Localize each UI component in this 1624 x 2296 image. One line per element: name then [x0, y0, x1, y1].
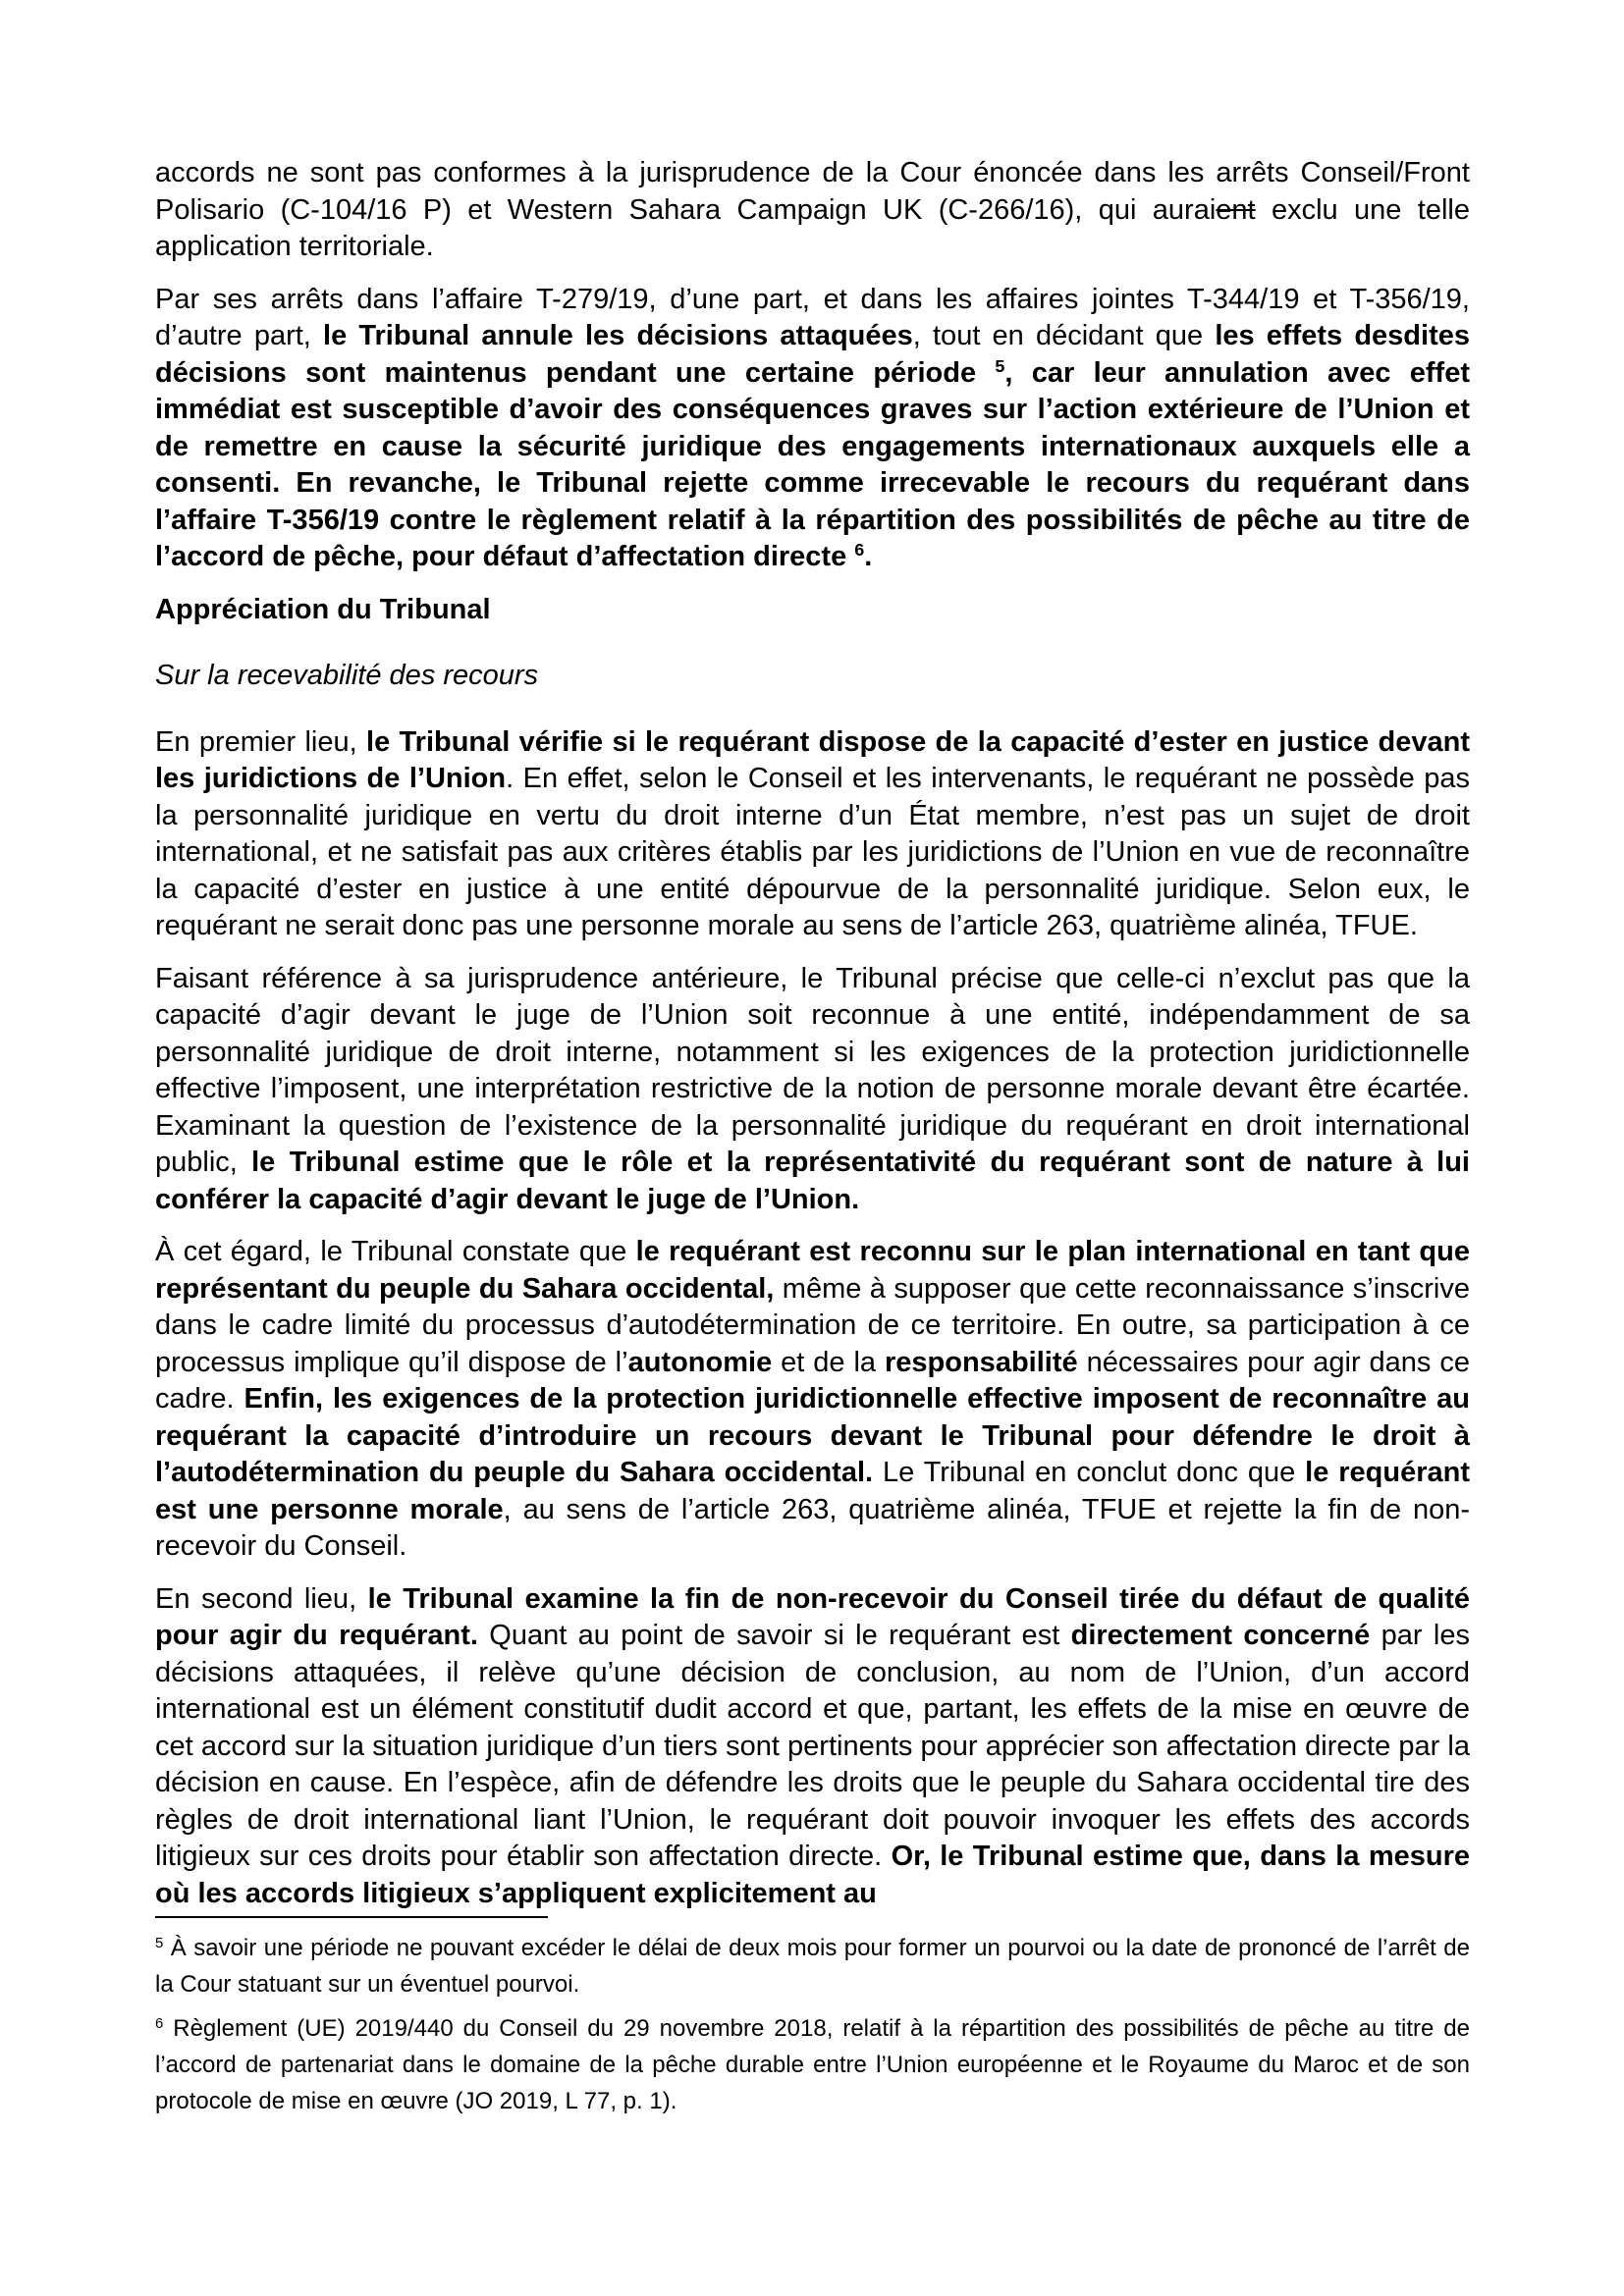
bold-run: . [864, 541, 873, 572]
bold-run: le Tribunal vérifie si le requérant dispose de la capacité d’ester en justice devant les juridictions de l’Union [155, 725, 1470, 794]
paragraph-jurisprudence-anterieure [155, 961, 1470, 1219]
bold-run: le Tribunal estime que le rôle et la représentativité du requérant sont de nature à lui conférer la capacité d’agir devant le juge de l’Union. [155, 1147, 1470, 1215]
text-run: En second lieu, [155, 1582, 368, 1615]
bold-run: le Tribunal annule les décisions attaquées [323, 320, 913, 351]
footnote-text: À savoir une période ne pouvant excéder le délai de deux mois pour former un pourvoi ou la date de prononcé de l’arrêt de la Cour statuant sur un éventuel pourvoi. [155, 1935, 1470, 1998]
struck-text: ent [1216, 193, 1256, 226]
text-run: même à supposer que cette reconnaissance s’inscrive dans le cadre limité du processus d’autodétermination de ce territoire. En outre, sa participation à ce processus implique qu’il dispose de l’ [155, 1272, 1471, 1378]
footnote-6 [155, 2010, 1470, 2119]
paragraph-qualite-pour-agir [155, 1581, 1470, 1913]
text-run: . En effet, selon le Conseil et les intervenants, le requérant ne possède pas la personnalité juridique en vertu du droit interne d’un État membre, n’est pas un sujet de droit international, et ne satisfait pas aux critères établis par les juridictions de l’Union en vue de reconnaître la capacité d’ester en justice à une entité dépourvue de la personnalité juridique. Selon eux, le requérant ne serait donc pas une personne morale au sens de l’article 263, quatrième alinéa, TFUE. [155, 763, 1471, 941]
bold-run: , car leur annulation avec effet immédiat est susceptible d’avoir des conséquences graves sur l’action extérieure de l’Union et de remettre en cause la sécurité juridique des engagements internationaux auxquels elle a consenti. En revanche, le Tribunal rejette comme irrecevable le recours du requérant dans l’affaire T-356/19 contre le règlement relatif à la répartition des possibilités de pêche au titre de l’accord de pêche, pour défaut d’affectation directe [155, 356, 1470, 572]
bold-run: 5 [995, 355, 1005, 376]
section-heading-appreciation: Appréciation du Tribunal [155, 593, 491, 625]
footnote-marker-5: 5 [155, 1935, 164, 1951]
footnote-5 [155, 1930, 1470, 2002]
bold-run: le requérant est reconnu sur le plan international en tant que représentant du peuple du Sahara occidental, [155, 1236, 1470, 1305]
paragraph-capacite-ester [155, 724, 1470, 945]
paragraph-territorial-application [155, 155, 1470, 266]
footnote-ref-6 [854, 540, 864, 560]
bold-run: les effets desdites décisions sont maintenus pendant une certaine période [155, 320, 1470, 389]
text-run: par les décisions attaquées, il relève qu’une décision de conclusion, au nom de l’Union, d’un accord international est un élément constitutif dudit accord et que, partant, les effets de la mise en œuvre de cet accord sur la situation juridique d’un tiers sont pertinents pour apprécier son affectation directe par la décision en cause. En l’espèce, afin de défendre les droits que le peuple du Sahara occidental tire des règles de droit international liant l’Union, le requérant doit pouvoir invoquer les effets des accords litigieux sur ces droits pour établir son affectation directe. [155, 1620, 1470, 1872]
subsection-heading-recevabilite: Sur la recevabilité des recours [155, 660, 539, 691]
bold-run: 6 [854, 540, 865, 561]
footnote-text: Règlement (UE) 2019/440 du Conseil du 29 novembre 2018, relatif à la répartition des possibilités de pêche au titre de l’accord de partenariat dans le domaine de la pêche durable entre l’Union européenne et le Royaume du Maroc et de son protocole de mise en œuvre (JO 2019, L 77, p. 1). [155, 2015, 1470, 2114]
text-run: Le Tribunal en conclut donc que [873, 1457, 1306, 1488]
text-run: , au sens de l’article 263, quatrième alinéa, TFUE et rejette la fin de non-recevoir du Conseil. [155, 1493, 1470, 1562]
text-run: Par ses arrêts dans l’affaire T-279/19, d’une part, et dans les affaires jointes T-344/19 et T-356/19, d’autre part, [155, 283, 1470, 351]
text-run: exclu une telle application territoriale. [155, 193, 1470, 262]
paragraph-judgment-summary [155, 282, 1470, 576]
bold-run: autonomie [627, 1346, 773, 1378]
bold-run: Or, le Tribunal estime que, dans la mesure où les accords litigieux s’appliquent explicitement au [155, 1841, 1470, 1909]
text-run: nécessaires pour agir dans ce cadre. [155, 1346, 1470, 1415]
footnotes-section [155, 1916, 1470, 2119]
text-run: Quant au point de savoir si le requérant est [477, 1620, 1071, 1651]
footnote-separator [155, 1916, 548, 1918]
footnote-marker-6: 6 [155, 2015, 164, 2032]
text-run: et de la [772, 1346, 885, 1378]
text-run: À cet égard, le Tribunal constate que [155, 1236, 636, 1267]
bold-run: Enfin, les exigences de la protection juridictionnelle effective imposent de reconnaître au requérant la capacité d’introduire un recours devant le Tribunal pour défendre le droit à l’autodétermination du peuple du Sahara occidental. [155, 1383, 1470, 1488]
text-run: accords ne sont pas conformes à la jurisprudence de la Cour énoncée dans les arrêts Conseil/Front Polisario (C-104/16 P) et Western Sahara Campaign UK (C-266/16), qui aurai [155, 157, 1470, 226]
press-release-body [155, 155, 1470, 1912]
paragraph-reconnaissance-internationale [155, 1234, 1470, 1566]
footnote-ref-5 [995, 356, 1004, 376]
bold-run: responsabilité [885, 1346, 1078, 1378]
bold-run: le Tribunal examine la fin de non-recevoir du Conseil tirée du défaut de qualité pour agir du requérant. [155, 1582, 1470, 1651]
bold-run: directement concerné [1070, 1620, 1371, 1651]
text-run: En premier lieu, [155, 725, 367, 758]
text-run: , tout en décidant que [912, 320, 1216, 351]
text-run: Faisant référence à sa jurisprudence antérieure, le Tribunal précise que celle-ci n’exclut pas que la capacité d’agir devant le juge de l’Union soit reconnue à une entité, indépendamment de sa personnalité juridique de droit interne, notamment si les exigences de la protection juridictionnelle effective l’imposent, une interprétation restrictive de la notion de personne morale devant être écartée. Examinant la question de l’existence de la personnalité juridique du requérant en droit international public, [155, 962, 1470, 1178]
bold-run: le requérant est une personne morale [155, 1457, 1470, 1525]
